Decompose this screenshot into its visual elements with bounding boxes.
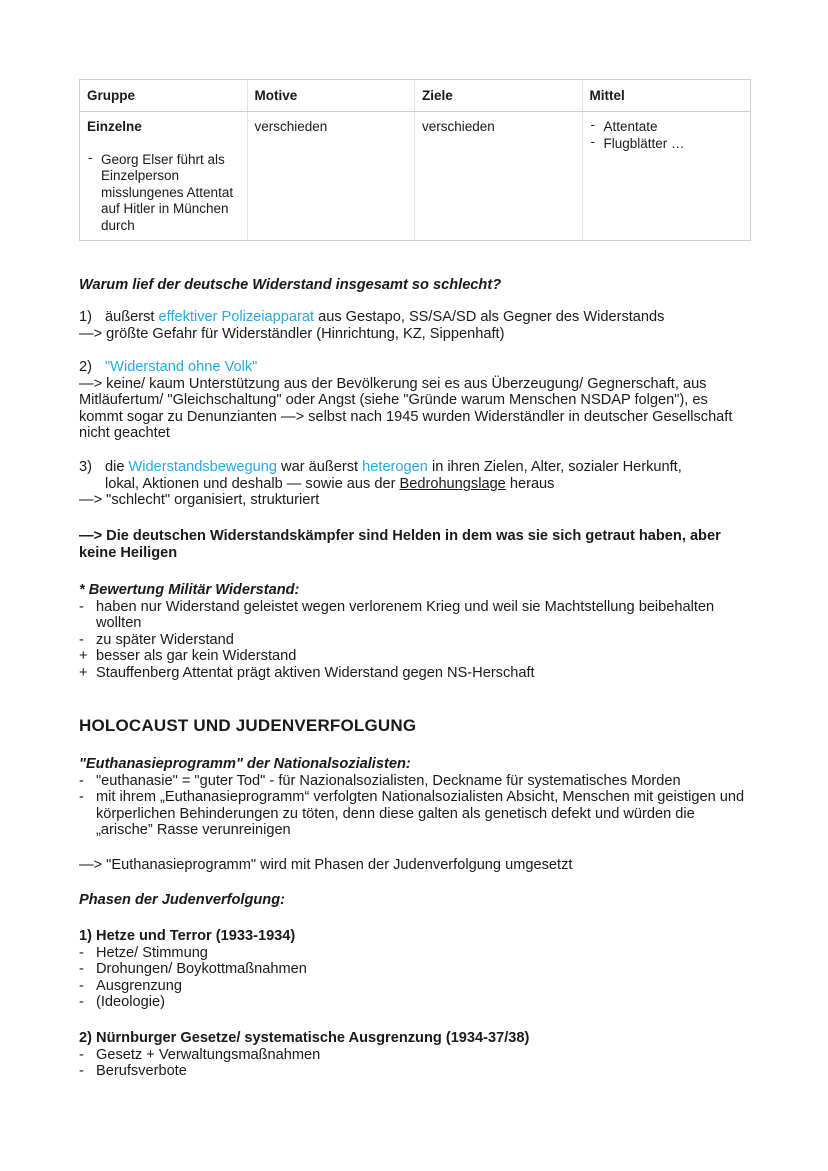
list-marker: - bbox=[79, 977, 84, 994]
point-2-number: 2) bbox=[79, 359, 92, 375]
phases-title: Phasen der Judenverfolgung: bbox=[79, 892, 285, 908]
military-title: * Bewertung Militär Widerstand: bbox=[79, 582, 300, 598]
cell-motive: verschieden bbox=[248, 112, 416, 240]
point-3-text-b: war äußerst bbox=[277, 459, 363, 475]
phase-2 bbox=[79, 1030, 759, 1080]
mittel-list bbox=[590, 119, 744, 152]
list-marker: - bbox=[79, 1063, 84, 1080]
euthanasie-list bbox=[79, 773, 751, 839]
list-item bbox=[79, 1047, 759, 1064]
list-item-text: (Ideologie) bbox=[96, 994, 165, 1011]
point-3 bbox=[79, 459, 759, 509]
list-marker: + bbox=[79, 648, 88, 665]
list-item bbox=[79, 961, 759, 978]
list-marker: - bbox=[79, 961, 84, 978]
cell-mittel bbox=[583, 112, 751, 240]
military-list bbox=[79, 599, 751, 682]
list-marker: - bbox=[79, 598, 84, 615]
euthanasie-section bbox=[79, 756, 751, 839]
list-item-text: Gesetz + Verwaltungsmaßnahmen bbox=[96, 1046, 321, 1063]
point-2-text: —> keine/ kaum Unterstützung aus der Bevölkerung sei es aus Überzeugung/ Gegnerschaft, aus Mitläufertum/ "Gleichschaltung" oder Angst (siehe "Gründe warum Menschen NSDAP folgen"), es kommt sogar zu Denunzianten —> selbst nach 1945 wurden Widerständler in deutscher Gesellschaft nicht geachtet bbox=[79, 375, 733, 442]
list-item: - Flugblätter … bbox=[590, 136, 744, 153]
point-1-text-b: aus Gestapo, SS/SA/SD als Gegner des Widerstands bbox=[314, 309, 665, 325]
list-item-text: zu später Widerstand bbox=[96, 631, 234, 648]
euthanasie-title: "Euthanasieprogramm" der Nationalsozialisten: bbox=[79, 756, 411, 772]
list-item-text: mit ihrem „Euthanasieprogramm“ verfolgten Nationalsozialisten Absicht, Menschen mit geistigen und körperlichen Behinderungen zu töten, denn diese galten als genetisch defekt und würden die „arische” Rasse verunreinigen bbox=[96, 789, 745, 839]
point-2 bbox=[79, 359, 751, 442]
list-item bbox=[79, 665, 751, 682]
phase-1-title: 1) Hetze und Terror (1933-1934) bbox=[79, 928, 296, 944]
list-marker: + bbox=[79, 664, 88, 681]
list-item: - Georg Elser führt als Einzelperson misslungenes Attentat auf Hitler in München durch bbox=[87, 152, 240, 235]
list-item bbox=[79, 773, 751, 790]
resistance-table bbox=[79, 79, 751, 241]
list-item bbox=[79, 789, 751, 839]
phase-2-list bbox=[79, 1047, 759, 1080]
list-marker: - bbox=[79, 631, 84, 648]
list-item-text: Ausgrenzung bbox=[96, 977, 183, 994]
phase-1-list bbox=[79, 945, 759, 1011]
list-marker: - bbox=[79, 994, 84, 1011]
list-item bbox=[79, 648, 751, 665]
cell-ziele: verschieden bbox=[415, 112, 583, 240]
point-3-text-a: die bbox=[105, 459, 129, 475]
list-marker: - bbox=[79, 944, 84, 961]
point-1-consequence: —> größte Gefahr für Widerständler (Hinrichtung, KZ, Sippenhaft) bbox=[79, 325, 505, 342]
conclusion: —> Die deutschen Widerstandskämpfer sind Helden in dem was sie sich getraut haben, aber keine Heiligen bbox=[79, 528, 721, 561]
gruppe-name: Einzelne bbox=[87, 119, 142, 134]
point-3-text-c: in ihren Zielen, Alter, sozialer Herkunft, bbox=[427, 459, 682, 475]
point-3-number: 3) bbox=[79, 459, 92, 475]
list-item-text: Hetze/ Stimmung bbox=[96, 944, 208, 961]
list-item: - Attentate bbox=[590, 119, 744, 136]
table-row bbox=[80, 112, 750, 240]
point-3-highlight-1: Widerstandsbewegung bbox=[128, 459, 277, 475]
list-item bbox=[79, 1063, 759, 1080]
list-item-text: Stauffenberg Attentat prägt aktiven Widerstand gegen NS-Herschaft bbox=[96, 664, 535, 681]
table-header-row bbox=[80, 80, 750, 112]
point-1 bbox=[79, 309, 759, 342]
list-item bbox=[79, 632, 751, 649]
list-marker: - bbox=[79, 1046, 84, 1063]
list-item-text: "euthanasie" = "guter Tod" - für Nazionalsozialisten, Deckname für systematisches Morden bbox=[96, 772, 681, 789]
header-gruppe: Gruppe bbox=[80, 80, 248, 111]
list-item bbox=[79, 945, 759, 962]
why-question: Warum lief der deutsche Widerstand insgesamt so schlecht? bbox=[79, 277, 502, 293]
point-1-number: 1) bbox=[79, 309, 92, 325]
list-item-text: haben nur Widerstand geleistet wegen verlorenem Krieg und weil sie Machtstellung beibehalten wollten bbox=[96, 598, 715, 632]
point-3-consequence: —> "schlecht" organisiert, strukturiert bbox=[79, 492, 320, 509]
list-item-text: Berufsverbote bbox=[96, 1063, 187, 1080]
list-marker: - bbox=[79, 789, 84, 806]
list-item bbox=[79, 978, 759, 995]
point-3-underlined: Bedrohungslage bbox=[399, 475, 506, 492]
section-heading: HOLOCAUST UND JUDENVERFOLGUNG bbox=[79, 716, 417, 735]
header-mittel: Mittel bbox=[589, 88, 625, 103]
gruppe-note-list bbox=[87, 152, 240, 235]
point-1-highlight: effektiver Polizeiapparat bbox=[158, 309, 315, 325]
header-ziele: Ziele bbox=[415, 80, 583, 111]
list-item bbox=[79, 994, 759, 1011]
list-item-text: besser als gar kein Widerstand bbox=[96, 648, 297, 665]
phase-2-title: 2) Nürnburger Gesetze/ systematische Ausgrenzung (1934-37/38) bbox=[79, 1030, 530, 1046]
point-3-line2-a: lokal, Aktionen und deshalb — sowie aus der bbox=[105, 475, 400, 492]
point-2-highlight: "Widerstand ohne Volk" bbox=[105, 359, 258, 375]
header-motive: Motive bbox=[248, 80, 416, 111]
list-item-text: Drohungen/ Boykottmaßnahmen bbox=[96, 961, 307, 978]
point-3-highlight-2: heterogen bbox=[362, 459, 428, 475]
phase-1 bbox=[79, 928, 759, 1011]
list-item bbox=[79, 599, 751, 632]
list-marker: - bbox=[79, 772, 84, 789]
point-3-line2-b: heraus bbox=[505, 475, 555, 492]
cell-gruppe bbox=[80, 112, 248, 240]
military-evaluation bbox=[79, 582, 751, 682]
euthanasie-conclusion: —> "Euthanasieprogramm" wird mit Phasen der Judenverfolgung umgesetzt bbox=[79, 857, 573, 873]
point-1-text-a: äußerst bbox=[105, 309, 159, 325]
